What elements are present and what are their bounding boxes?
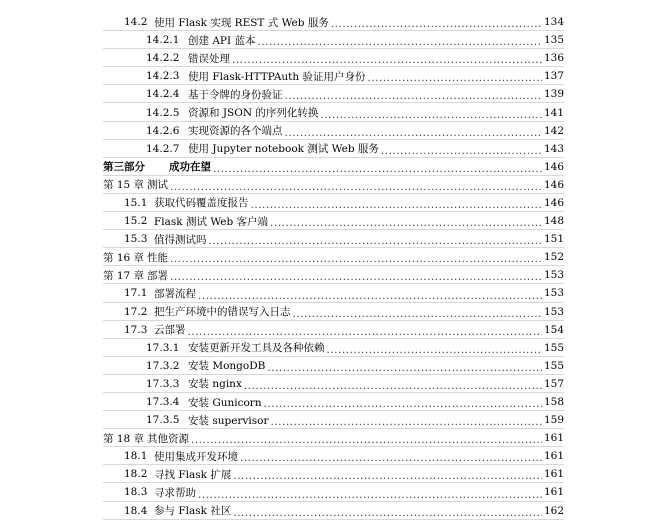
toc-page-number: 153 bbox=[543, 269, 564, 282]
toc-entry-number: 14.2.1 bbox=[146, 34, 180, 47]
toc-entry-title: 实现资源的各个端点 bbox=[188, 125, 283, 138]
toc-entry-title: 测试 bbox=[147, 179, 168, 192]
toc-page-number: 143 bbox=[543, 142, 564, 155]
toc-subsection-entry[interactable] bbox=[0, 49, 659, 67]
dot-leader bbox=[213, 162, 542, 176]
toc-subsection-entry[interactable] bbox=[0, 85, 659, 103]
toc-subsection-entry[interactable] bbox=[0, 31, 659, 49]
toc-section-entry[interactable] bbox=[0, 194, 659, 212]
toc-section-entry[interactable] bbox=[0, 303, 659, 321]
toc-page-number: 151 bbox=[543, 233, 564, 246]
toc-section-entry[interactable] bbox=[0, 465, 659, 483]
toc-entry-number: 14.2.6 bbox=[146, 124, 180, 137]
dot-leader bbox=[267, 361, 542, 375]
toc-subsection-entry[interactable] bbox=[0, 67, 659, 85]
toc-entry-number: 14.2.7 bbox=[146, 142, 180, 155]
toc-entry-title: 使用 Flask-HTTPAuth 验证用户身份 bbox=[188, 70, 366, 83]
toc-page-number: 161 bbox=[543, 486, 564, 499]
toc-page-number: 141 bbox=[543, 106, 564, 119]
dot-leader bbox=[367, 71, 541, 85]
toc-entry-title: 部署 bbox=[147, 269, 168, 282]
toc-entry-title: 安装 Gunicorn bbox=[188, 396, 262, 409]
toc-subsection-entry[interactable] bbox=[0, 357, 659, 375]
toc-entry-number: 17.3.3 bbox=[146, 377, 180, 390]
toc-page-number: 142 bbox=[543, 124, 564, 137]
toc-chapter-entry[interactable] bbox=[0, 266, 659, 284]
toc-page-number: 153 bbox=[543, 287, 564, 300]
toc-entry-number: 18.2 bbox=[124, 468, 148, 481]
toc-subsection-entry[interactable] bbox=[0, 375, 659, 393]
dot-leader bbox=[320, 108, 542, 122]
toc-section-entry[interactable] bbox=[0, 284, 659, 302]
toc-subsection-entry[interactable] bbox=[0, 393, 659, 411]
toc-subsection-entry[interactable] bbox=[0, 122, 659, 140]
toc-entry-number: 14.2 bbox=[124, 16, 148, 29]
toc-page-number: 136 bbox=[543, 52, 564, 65]
toc-entry-number: 17.3.2 bbox=[146, 359, 180, 372]
toc-entry-title: 成功在望 bbox=[169, 161, 211, 174]
toc-entry-title: 获取代码覆盖度报告 bbox=[154, 197, 249, 210]
toc-entry-title: Flask 测试 Web 客户端 bbox=[154, 215, 269, 228]
toc-entry-title: 寻找 Flask 扩展 bbox=[154, 468, 232, 481]
toc-section-entry[interactable] bbox=[0, 212, 659, 230]
toc-entry-title: 寻求帮助 bbox=[154, 486, 196, 499]
dot-leader bbox=[233, 506, 542, 520]
dot-leader bbox=[240, 451, 542, 465]
dot-leader bbox=[198, 289, 542, 303]
toc-page-number: 159 bbox=[543, 414, 564, 427]
toc-entry-title: 值得测试吗 bbox=[154, 233, 207, 246]
dot-leader bbox=[244, 379, 542, 393]
dot-leader bbox=[270, 415, 541, 429]
toc-entry-number: 14.2.3 bbox=[146, 70, 180, 83]
toc-entry-number: 15.3 bbox=[124, 233, 148, 246]
toc-entry-number: 14.2.5 bbox=[146, 106, 180, 119]
row-divider bbox=[103, 519, 564, 520]
toc-page-number: 162 bbox=[543, 504, 564, 517]
toc-entry-number: 15.2 bbox=[124, 215, 148, 228]
toc-entry-number: 18.1 bbox=[124, 450, 148, 463]
toc-chapter-entry[interactable] bbox=[0, 429, 659, 447]
toc-chapter-entry[interactable] bbox=[0, 248, 659, 266]
toc-entry-number: 17.1 bbox=[124, 287, 148, 300]
toc-entry-number: 第 16 章 bbox=[103, 251, 145, 264]
toc-entry-title: 基于令牌的身份验证 bbox=[188, 88, 283, 101]
toc-entry-number: 15.1 bbox=[124, 196, 148, 209]
dot-leader bbox=[232, 53, 542, 67]
dot-leader bbox=[170, 252, 542, 266]
toc-page-number: 152 bbox=[543, 251, 564, 264]
toc-page-number: 135 bbox=[543, 34, 564, 47]
dot-leader bbox=[293, 307, 542, 321]
toc-page-number: 137 bbox=[543, 70, 564, 83]
toc-page-number: 148 bbox=[543, 215, 564, 228]
toc-subsection-entry[interactable] bbox=[0, 103, 659, 121]
toc-section-entry[interactable] bbox=[0, 230, 659, 248]
toc-subsection-entry[interactable] bbox=[0, 339, 659, 357]
toc-entry-title: 使用集成开发环境 bbox=[154, 450, 238, 463]
dot-leader bbox=[198, 488, 542, 502]
toc-entry-title: 性能 bbox=[147, 251, 168, 264]
dot-leader bbox=[188, 325, 542, 339]
toc-section-entry[interactable] bbox=[0, 483, 659, 501]
dot-leader bbox=[327, 343, 542, 357]
dot-leader bbox=[170, 180, 542, 194]
toc-section-entry[interactable] bbox=[0, 321, 659, 339]
toc-page-number: 158 bbox=[543, 396, 564, 409]
dot-leader bbox=[191, 433, 542, 447]
toc-entry-title: 安装 nginx bbox=[188, 378, 242, 391]
dot-leader bbox=[251, 198, 542, 212]
toc-page-number: 155 bbox=[543, 359, 564, 372]
toc-entry-title: 安装 supervisor bbox=[188, 414, 269, 427]
toc-entry-number: 18.4 bbox=[124, 504, 148, 517]
toc-section-entry[interactable] bbox=[0, 447, 659, 465]
table-of-contents bbox=[0, 13, 659, 520]
dot-leader bbox=[285, 89, 542, 103]
toc-entry-title: 其他资源 bbox=[147, 432, 189, 445]
dot-leader bbox=[264, 397, 542, 411]
toc-page-number: 161 bbox=[543, 450, 564, 463]
dot-leader bbox=[331, 17, 542, 31]
toc-entry-title: 使用 Flask 实现 REST 式 Web 服务 bbox=[154, 16, 329, 29]
toc-section-entry[interactable] bbox=[0, 502, 659, 520]
toc-entry-number: 14.2.2 bbox=[146, 52, 180, 65]
toc-entry-number: 17.3.4 bbox=[146, 396, 180, 409]
dot-leader bbox=[233, 469, 542, 483]
toc-entry-title: 创建 API 蓝本 bbox=[188, 34, 256, 47]
toc-entry-number: 17.3.5 bbox=[146, 414, 180, 427]
toc-entry-number: 18.3 bbox=[124, 486, 148, 499]
toc-subsection-entry[interactable] bbox=[0, 411, 659, 429]
toc-entry-title: 安装更新开发工具及各种依赖 bbox=[188, 342, 325, 355]
dot-leader bbox=[257, 35, 541, 49]
toc-entry-number: 第 18 章 bbox=[103, 432, 145, 445]
toc-page-number: 139 bbox=[543, 88, 564, 101]
toc-page-number: 146 bbox=[543, 160, 564, 173]
toc-chapter-entry[interactable] bbox=[0, 158, 659, 176]
toc-chapter-entry[interactable] bbox=[0, 176, 659, 194]
dot-leader bbox=[285, 126, 542, 140]
toc-entry-title: 使用 Jupyter notebook 测试 Web 服务 bbox=[188, 143, 379, 156]
toc-section-entry[interactable] bbox=[0, 13, 659, 31]
toc-entry-title: 把生产环境中的错误写入日志 bbox=[154, 306, 291, 319]
toc-page-number: 153 bbox=[543, 305, 564, 318]
toc-entry-title: 错误处理 bbox=[188, 52, 230, 65]
toc-page-number: 155 bbox=[543, 341, 564, 354]
toc-entry-title: 参与 Flask 社区 bbox=[154, 505, 232, 518]
dot-leader bbox=[270, 216, 542, 230]
toc-entry-number: 第三部分 bbox=[103, 161, 145, 174]
toc-page-number: 146 bbox=[543, 196, 564, 209]
toc-entry-number: 17.3 bbox=[124, 323, 148, 336]
toc-entry-number: 17.2 bbox=[124, 305, 148, 318]
toc-entry-number: 第 17 章 bbox=[103, 269, 145, 282]
toc-entry-title: 云部署 bbox=[154, 324, 186, 337]
toc-subsection-entry[interactable] bbox=[0, 140, 659, 158]
toc-page-number: 161 bbox=[543, 432, 564, 445]
toc-entry-title: 部署流程 bbox=[154, 287, 196, 300]
toc-entry-number: 第 15 章 bbox=[103, 179, 145, 192]
toc-page-number: 154 bbox=[543, 323, 564, 336]
toc-page-number: 157 bbox=[543, 377, 564, 390]
toc-page-number: 161 bbox=[543, 468, 564, 481]
toc-entry-number: 14.2.4 bbox=[146, 88, 180, 101]
toc-entry-number: 17.3.1 bbox=[146, 341, 180, 354]
toc-page-number: 134 bbox=[543, 16, 564, 29]
toc-entry-title: 资源和 JSON 的序列化转换 bbox=[188, 107, 319, 120]
dot-leader bbox=[381, 144, 542, 158]
toc-entry-title: 安装 MongoDB bbox=[188, 360, 266, 373]
dot-leader bbox=[170, 270, 542, 284]
toc-page-number: 146 bbox=[543, 178, 564, 191]
dot-leader bbox=[209, 234, 542, 248]
